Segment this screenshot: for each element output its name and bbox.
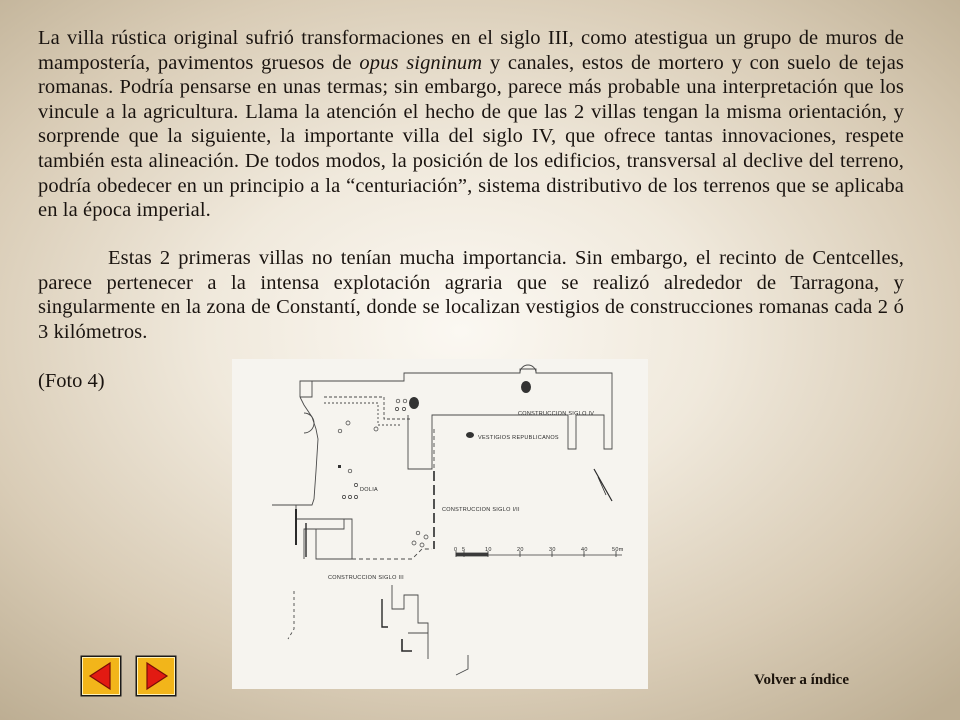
label-siglo-iii: CONSTRUCCION SIGLO III: [328, 575, 404, 581]
scale-tick-5: 5: [462, 547, 466, 553]
back-to-index-link[interactable]: Volver a índice: [754, 672, 850, 688]
label-siglo-i-ii: CONSTRUCCION SIGLO I/II: [442, 507, 520, 513]
plan-vestigio-1: [521, 381, 531, 393]
next-button[interactable]: [135, 655, 177, 697]
arrow-right-icon: [135, 655, 177, 697]
scale-tick-20: 20: [517, 547, 524, 553]
paragraph-1-text-end: y canales, estos de mortero y con suelo de tejas romanas. Podría pensarse en unas termas; sin embargo, parece más probable una interpretación que los vincule a la agricultura. Llama la atención el hecho de que las 2 villas tengan la misma orientación, y sorprende que la siguiente, la importante villa del siglo IV, que ofrece tantas innovaciones, respete también esta alineación. De todos modos, la posición de los edificios, transversal al declive del terreno, podría obedecer en un principio a la “centuriación”, sistema distributivo de los terrenos que se aplicaba en la época imperial.: [38, 51, 904, 222]
arrow-left-icon: [80, 655, 122, 697]
scale-tick-10: 10: [485, 547, 492, 553]
label-vestigios: VESTIGIOS REPUBLICANOS: [478, 435, 559, 441]
scale-tick-0: 0: [454, 547, 458, 553]
label-siglo-iv: CONSTRUCCION SIGLO IV: [518, 411, 595, 417]
paragraph-2: Estas 2 primeras villas no tenían mucha importancia. Sin embargo, el recinto de Centcelles, parece pertenecer a la intensa explotación agraria que se realizó alrededor de Tarragona, y singularmente en la zona de Constantí, donde se localizan vestigios de construcciones romanas cada 2 ó 3 kilómetros.: [38, 247, 904, 343]
scale-tick-50: 50m: [612, 547, 624, 553]
plan-wall-west: [272, 397, 318, 505]
plan-wall-left-wing: [300, 381, 312, 397]
paragraph-1: [38, 26, 904, 223]
plan-wall-south: [392, 585, 428, 659]
plan-vestigio-2: [409, 397, 419, 409]
paragraph-1-emphasis: opus signinum: [359, 51, 483, 74]
scale-bar: [456, 551, 622, 557]
plan-wall-siglo-iv: [300, 369, 612, 469]
site-plan-image: [232, 359, 648, 689]
plan-wall-siglo-iii: [296, 505, 352, 559]
paragraph-1-text-start: La villa rústica original sufrió transformaciones en el siglo III, como atestigua un grupo de muros de mampostería, pavimentos gruesos de: [38, 27, 904, 74]
scale-tick-40: 40: [581, 547, 588, 553]
plan-vestigio-3: [466, 432, 474, 438]
plan-apse-west: [304, 413, 314, 433]
previous-button[interactable]: [80, 655, 122, 697]
scale-tick-30: 30: [549, 547, 556, 553]
photo-caption: (Foto 4): [38, 370, 105, 392]
plan-corridor: [324, 397, 410, 419]
label-dolia: DOLIA: [360, 487, 379, 493]
site-plan-drawing: [232, 359, 648, 689]
